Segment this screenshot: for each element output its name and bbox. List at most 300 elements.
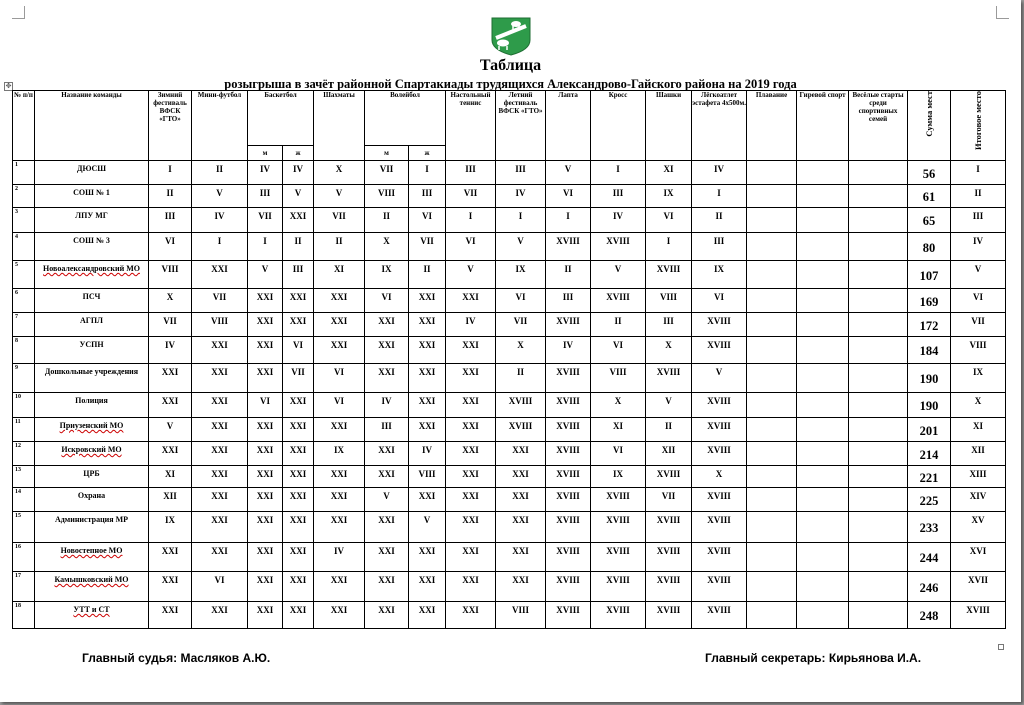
result-cell: XVIII — [591, 512, 646, 543]
result-cell: XXI — [192, 337, 248, 364]
result-cell: XXI — [446, 364, 496, 393]
result-cell — [797, 233, 849, 261]
result-cell — [747, 313, 797, 337]
result-cell: XXI — [496, 466, 546, 488]
final-place-cell: X — [951, 393, 1006, 418]
result-cell: XVIII — [546, 233, 591, 261]
result-cell: VI — [409, 208, 446, 233]
result-cell: V — [283, 185, 314, 208]
result-cell: XXI — [365, 512, 409, 543]
result-cell: XXI — [192, 488, 248, 512]
table-move-handle-icon[interactable]: ✥ — [5, 82, 12, 90]
result-cell: IX — [149, 512, 192, 543]
result-cell: XVIII — [646, 261, 692, 289]
result-cell: VI — [149, 233, 192, 261]
result-cell: XVIII — [546, 602, 591, 629]
result-cell — [797, 602, 849, 629]
result-cell — [849, 442, 908, 466]
team-name — [35, 208, 149, 233]
row-number: 9 — [13, 364, 35, 393]
result-cell: XXI — [192, 261, 248, 289]
row-number: 10 — [13, 393, 35, 418]
result-cell: VI — [365, 289, 409, 313]
result-cell: XXI — [149, 442, 192, 466]
result-cell: VI — [546, 185, 591, 208]
result-cell — [747, 364, 797, 393]
final-place-cell: IX — [951, 364, 1006, 393]
result-cell — [797, 393, 849, 418]
result-cell — [797, 261, 849, 289]
team-name — [35, 466, 149, 488]
result-cell: XXI — [409, 364, 446, 393]
result-cell: XVIII — [692, 337, 747, 364]
result-cell — [849, 393, 908, 418]
row-number: 17 — [13, 572, 35, 602]
final-place-cell: IV — [951, 233, 1006, 261]
result-cell: XXI — [496, 543, 546, 572]
final-place-cell: XVI — [951, 543, 1006, 572]
result-cell: XXI — [248, 572, 283, 602]
result-cell — [747, 602, 797, 629]
result-cell — [747, 442, 797, 466]
result-cell: XXI — [314, 466, 365, 488]
result-cell: XXI — [283, 289, 314, 313]
result-cell: XXI — [248, 418, 283, 442]
result-cell: XXI — [314, 289, 365, 313]
result-cell: VI — [591, 337, 646, 364]
result-cell: X — [496, 337, 546, 364]
header-swimming: Плавание — [747, 91, 797, 161]
result-cell: XVIII — [646, 543, 692, 572]
result-cell: V — [646, 393, 692, 418]
result-cell — [849, 289, 908, 313]
result-cell: VI — [646, 208, 692, 233]
result-cell: V — [446, 261, 496, 289]
team-name-text: Дошкольные учреждения — [44, 367, 139, 376]
team-name — [35, 161, 149, 185]
result-cell: I — [646, 233, 692, 261]
header-team: Название команды — [35, 91, 149, 161]
result-cell: XXI — [314, 337, 365, 364]
team-name-text: ПСЧ — [82, 292, 101, 301]
results-table — [12, 90, 1006, 629]
row-number: 13 — [13, 466, 35, 488]
result-cell: XXI — [446, 543, 496, 572]
result-cell: XVIII — [591, 543, 646, 572]
coat-of-arms-emblem — [490, 16, 532, 56]
result-cell — [797, 161, 849, 185]
result-cell: II — [192, 161, 248, 185]
result-cell: XXI — [283, 543, 314, 572]
team-name — [35, 337, 149, 364]
result-cell: III — [496, 161, 546, 185]
team-name — [35, 572, 149, 602]
table-row — [13, 289, 1006, 313]
result-cell: XXI — [496, 488, 546, 512]
result-cell: VIII — [192, 313, 248, 337]
result-cell — [797, 208, 849, 233]
result-cell: V — [591, 261, 646, 289]
result-cell: II — [496, 364, 546, 393]
result-cell: III — [692, 233, 747, 261]
result-cell — [747, 512, 797, 543]
header-basketball-zh: ж — [283, 146, 314, 161]
sum-cell: 61 — [908, 185, 951, 208]
result-cell: IX — [646, 185, 692, 208]
result-cell: XVIII — [692, 313, 747, 337]
result-cell: V — [248, 261, 283, 289]
result-cell — [747, 418, 797, 442]
team-name-text: СОШ № 3 — [73, 236, 110, 245]
result-cell — [797, 466, 849, 488]
header-fun-starts: Весёлые старты среди спортивных семей — [849, 91, 908, 161]
final-place-cell: VIII — [951, 337, 1006, 364]
result-cell — [849, 208, 908, 233]
result-cell: III — [591, 185, 646, 208]
result-cell: XVIII — [692, 418, 747, 442]
result-cell: XII — [149, 488, 192, 512]
result-cell: II — [283, 233, 314, 261]
result-cell: IV — [446, 313, 496, 337]
result-cell: XVIII — [546, 364, 591, 393]
result-cell: XXI — [248, 602, 283, 629]
team-name — [35, 488, 149, 512]
final-place-cell: XVIII — [951, 602, 1006, 629]
final-place-cell: XV — [951, 512, 1006, 543]
table-row — [13, 313, 1006, 337]
result-cell: V — [149, 418, 192, 442]
table-row — [13, 233, 1006, 261]
result-cell: XXI — [149, 572, 192, 602]
table-row — [13, 602, 1006, 629]
result-cell: VIII — [365, 185, 409, 208]
result-cell — [797, 337, 849, 364]
result-cell: XXI — [365, 313, 409, 337]
result-cell: XXI — [446, 602, 496, 629]
header-sum: Сумма мест — [908, 91, 951, 161]
result-cell — [797, 543, 849, 572]
result-cell: V — [496, 233, 546, 261]
result-cell — [849, 185, 908, 208]
team-name — [35, 233, 149, 261]
header-table-tennis: Настольный теннис — [446, 91, 496, 161]
table-row — [13, 208, 1006, 233]
row-number: 7 — [13, 313, 35, 337]
result-cell: VII — [496, 313, 546, 337]
sum-cell: 248 — [908, 602, 951, 629]
result-cell — [747, 185, 797, 208]
header-basketball-m: м — [248, 146, 283, 161]
result-cell: XXI — [283, 208, 314, 233]
table-row — [13, 418, 1006, 442]
result-cell: XXI — [149, 364, 192, 393]
result-cell: IV — [314, 543, 365, 572]
result-cell: XVIII — [591, 572, 646, 602]
result-cell: II — [546, 261, 591, 289]
sum-cell: 184 — [908, 337, 951, 364]
result-cell: XXI — [409, 488, 446, 512]
final-place-cell: I — [951, 161, 1006, 185]
result-cell — [797, 572, 849, 602]
final-place-cell: VI — [951, 289, 1006, 313]
result-cell: XXI — [314, 313, 365, 337]
chief-judge: Главный судья: Масляков А.Ю. — [82, 651, 271, 665]
result-cell: XXI — [365, 466, 409, 488]
result-cell — [747, 161, 797, 185]
result-cell — [849, 488, 908, 512]
result-cell: XVIII — [546, 466, 591, 488]
table-row — [13, 543, 1006, 572]
result-cell — [849, 418, 908, 442]
result-cell: XXI — [365, 337, 409, 364]
result-cell: II — [409, 261, 446, 289]
result-cell — [747, 337, 797, 364]
result-cell: VII — [646, 488, 692, 512]
sum-cell: 221 — [908, 466, 951, 488]
sum-cell: 190 — [908, 393, 951, 418]
result-cell: XXI — [409, 313, 446, 337]
result-cell: IX — [496, 261, 546, 289]
team-name — [35, 393, 149, 418]
result-cell: XXI — [409, 418, 446, 442]
result-cell — [849, 337, 908, 364]
team-name-text: УСПН — [79, 340, 104, 349]
result-cell: III — [283, 261, 314, 289]
result-cell: XXI — [283, 466, 314, 488]
result-cell: XVIII — [546, 543, 591, 572]
result-cell: I — [546, 208, 591, 233]
result-cell: VII — [314, 208, 365, 233]
result-cell — [797, 185, 849, 208]
result-cell: XXI — [409, 337, 446, 364]
result-cell — [747, 466, 797, 488]
result-cell: XXI — [409, 543, 446, 572]
result-cell: II — [591, 313, 646, 337]
row-number: 4 — [13, 233, 35, 261]
result-cell: XVIII — [496, 418, 546, 442]
table-row — [13, 161, 1006, 185]
result-cell: VIII — [409, 466, 446, 488]
result-cell: XXI — [248, 313, 283, 337]
team-name — [35, 289, 149, 313]
result-cell: XXI — [248, 442, 283, 466]
final-place-cell: II — [951, 185, 1006, 208]
table-row — [13, 185, 1006, 208]
table-row — [13, 337, 1006, 364]
result-cell — [747, 393, 797, 418]
result-cell: XVIII — [692, 512, 747, 543]
result-cell: XXI — [248, 512, 283, 543]
result-cell: III — [409, 185, 446, 208]
result-cell: XXI — [446, 442, 496, 466]
table-resize-handle[interactable] — [998, 644, 1004, 650]
team-name-text: Новостепное МО — [60, 546, 123, 555]
sum-cell: 172 — [908, 313, 951, 337]
team-name — [35, 442, 149, 466]
result-cell: XXI — [446, 488, 496, 512]
result-cell: VI — [283, 337, 314, 364]
result-cell: XI — [149, 466, 192, 488]
header-volleyball: Волейбол — [365, 91, 446, 146]
final-place-cell: V — [951, 261, 1006, 289]
sum-cell: 233 — [908, 512, 951, 543]
result-cell: XXI — [446, 418, 496, 442]
result-cell: XVIII — [546, 313, 591, 337]
result-cell: XXI — [314, 488, 365, 512]
table-row — [13, 488, 1006, 512]
sum-cell: 169 — [908, 289, 951, 313]
result-cell: XI — [646, 161, 692, 185]
sum-cell: 225 — [908, 488, 951, 512]
result-cell: I — [149, 161, 192, 185]
result-cell: IV — [283, 161, 314, 185]
row-number: 16 — [13, 543, 35, 572]
result-cell: II — [692, 208, 747, 233]
result-cell — [797, 488, 849, 512]
result-cell: XVIII — [546, 512, 591, 543]
final-place-cell: VII — [951, 313, 1006, 337]
result-cell: VI — [446, 233, 496, 261]
table-row — [13, 572, 1006, 602]
result-cell: XXI — [409, 289, 446, 313]
result-cell: VI — [314, 393, 365, 418]
result-cell: XII — [646, 442, 692, 466]
team-name-text: Охрана — [77, 491, 106, 500]
result-cell: V — [365, 488, 409, 512]
result-cell: XXI — [314, 512, 365, 543]
team-name-text: УТТ и СТ — [73, 605, 110, 614]
result-cell: IV — [248, 161, 283, 185]
result-cell — [849, 466, 908, 488]
result-cell: I — [496, 208, 546, 233]
page-subtitle: розыгрыша в зачёт районной Спартакиады трудящихся Александрово-Гайского района на 2019 года — [224, 77, 797, 91]
result-cell: IV — [692, 161, 747, 185]
result-cell — [797, 512, 849, 543]
result-cell — [747, 289, 797, 313]
sum-cell: 214 — [908, 442, 951, 466]
team-name-text: СОШ № 1 — [73, 188, 110, 197]
result-cell: XXI — [446, 572, 496, 602]
result-cell: VII — [409, 233, 446, 261]
result-cell — [797, 442, 849, 466]
sum-cell: 190 — [908, 364, 951, 393]
result-cell: X — [365, 233, 409, 261]
final-place-cell: XIV — [951, 488, 1006, 512]
result-cell: XVIII — [646, 466, 692, 488]
sum-cell: 107 — [908, 261, 951, 289]
team-name-text: Полиция — [75, 396, 108, 405]
result-cell — [747, 488, 797, 512]
chief-secretary: Главный секретарь: Кирьянова И.А. — [705, 651, 922, 665]
result-cell: XVIII — [646, 572, 692, 602]
result-cell — [849, 161, 908, 185]
result-cell: XVIII — [646, 512, 692, 543]
result-cell: XVIII — [692, 488, 747, 512]
result-cell: IX — [365, 261, 409, 289]
header-chess: Шахматы — [314, 91, 365, 161]
result-cell: XXI — [192, 393, 248, 418]
result-cell: XXI — [283, 313, 314, 337]
result-cell: XXI — [365, 602, 409, 629]
result-cell — [849, 543, 908, 572]
result-cell — [797, 418, 849, 442]
page-title: Таблица — [479, 57, 542, 74]
table-row — [13, 364, 1006, 393]
result-cell: IV — [591, 208, 646, 233]
result-cell: XVIII — [646, 364, 692, 393]
final-place-cell: III — [951, 208, 1006, 233]
table-row — [13, 261, 1006, 289]
result-cell — [747, 572, 797, 602]
result-cell — [747, 208, 797, 233]
result-cell: XXI — [283, 572, 314, 602]
row-number: 2 — [13, 185, 35, 208]
result-cell: X — [692, 466, 747, 488]
team-name-text: Искровский МО — [61, 445, 122, 454]
result-cell: XVIII — [591, 289, 646, 313]
sum-cell: 56 — [908, 161, 951, 185]
result-cell: XI — [314, 261, 365, 289]
result-cell: XVIII — [546, 393, 591, 418]
result-cell: V — [546, 161, 591, 185]
result-cell: V — [692, 364, 747, 393]
result-cell: IV — [365, 393, 409, 418]
result-cell: IV — [192, 208, 248, 233]
team-name — [35, 602, 149, 629]
result-cell: XXI — [192, 543, 248, 572]
result-cell: I — [192, 233, 248, 261]
result-cell: VI — [496, 289, 546, 313]
result-cell — [849, 512, 908, 543]
result-cell: XVIII — [591, 602, 646, 629]
result-cell: XVIII — [546, 418, 591, 442]
result-cell — [849, 572, 908, 602]
team-name — [35, 364, 149, 393]
result-cell: V — [409, 512, 446, 543]
row-number: 5 — [13, 261, 35, 289]
result-cell: XVIII — [591, 233, 646, 261]
result-cell: XVIII — [692, 572, 747, 602]
result-cell: XXI — [496, 442, 546, 466]
crop-mark-top-left — [12, 6, 25, 19]
result-cell: II — [646, 418, 692, 442]
result-cell: XXI — [314, 572, 365, 602]
header-lapta: Лапта — [546, 91, 591, 161]
team-name — [35, 543, 149, 572]
result-cell: III — [149, 208, 192, 233]
result-cell: I — [409, 161, 446, 185]
team-name — [35, 512, 149, 543]
result-cell — [849, 313, 908, 337]
result-cell: VII — [149, 313, 192, 337]
result-cell: VI — [314, 364, 365, 393]
result-cell: XXI — [314, 602, 365, 629]
result-cell: XXI — [248, 543, 283, 572]
result-cell: XVIII — [496, 393, 546, 418]
result-cell: XXI — [446, 466, 496, 488]
row-number: 14 — [13, 488, 35, 512]
row-number: 1 — [13, 161, 35, 185]
result-cell: XVIII — [546, 442, 591, 466]
row-number: 12 — [13, 442, 35, 466]
team-name-text: ЦРБ — [83, 469, 100, 478]
result-cell: V — [314, 185, 365, 208]
team-name-text: ЛПУ МГ — [75, 211, 108, 220]
result-cell: IX — [314, 442, 365, 466]
team-name-text: Администрация МР — [54, 515, 129, 524]
result-cell: IV — [546, 337, 591, 364]
result-cell: III — [248, 185, 283, 208]
